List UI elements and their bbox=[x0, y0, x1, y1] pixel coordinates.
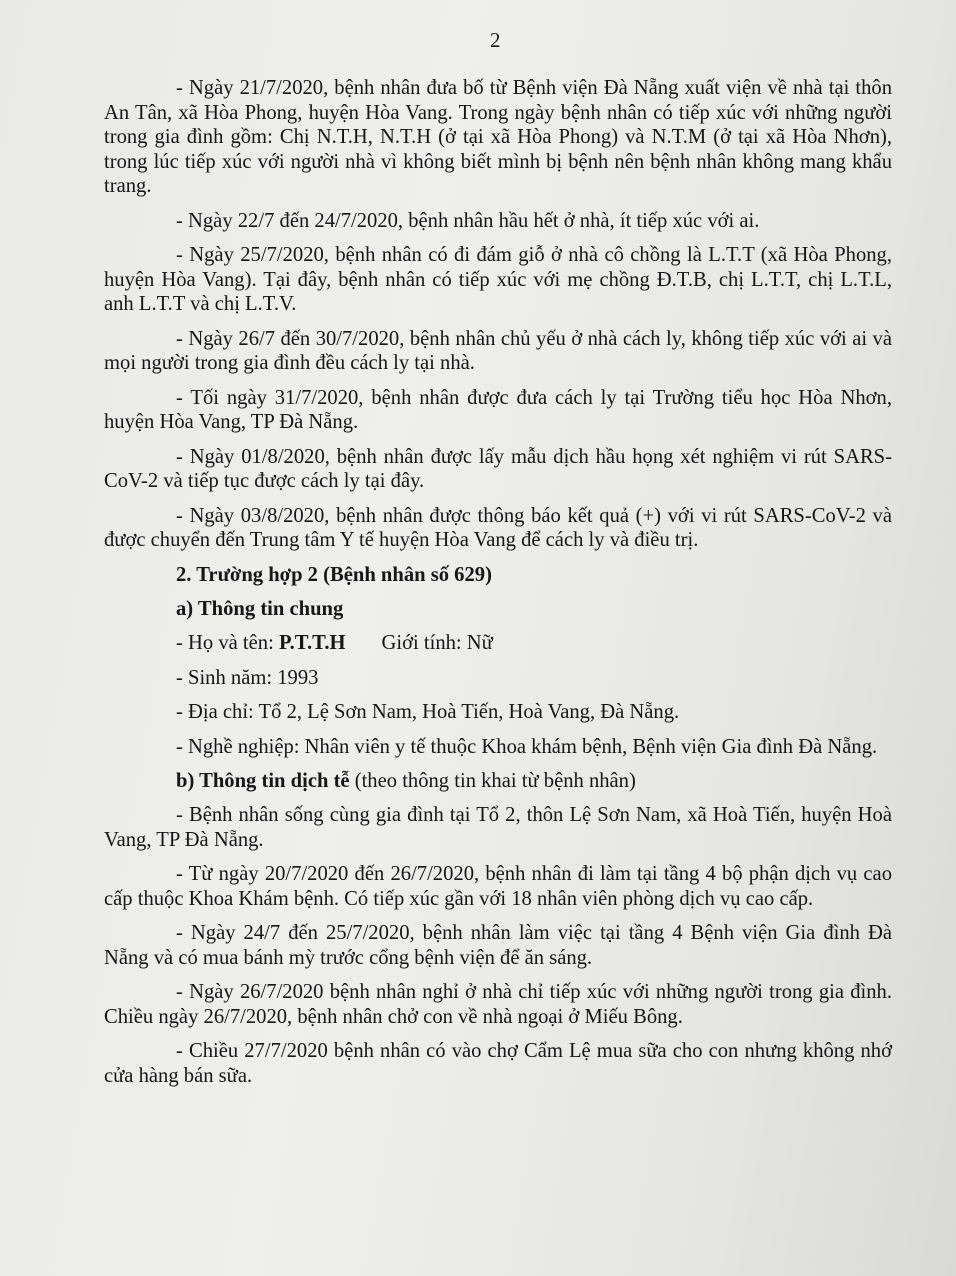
name-line bbox=[104, 631, 892, 656]
section-b-note: (theo thông tin khai từ bệnh nhân) bbox=[349, 770, 636, 793]
paragraph: - Ngày 25/7/2020, bệnh nhân có đi đám giỗ ở nhà cô chồng là L.T.T (xã Hòa Phong, huyện Hòa Vang). Tại đây, bệnh nhân có tiếp xúc với mẹ chồng Đ.T.B, chị L.T.T, chị L.T.L, anh L.T.T và chị L.T.V. bbox=[104, 244, 892, 316]
page-number: 2 bbox=[490, 28, 501, 52]
birth-year-line: - Sinh năm: 1993 bbox=[176, 666, 319, 689]
address-line: - Địa chỉ: Tổ 2, Lệ Sơn Nam, Hoà Tiến, Hoà Vang, Đà Nẵng. bbox=[176, 701, 680, 724]
case-heading: 2. Trường hợp 2 (Bệnh nhân số 629) bbox=[176, 563, 492, 586]
paragraph: - Ngày 01/8/2020, bệnh nhân được lấy mẫu dịch hầu họng xét nghiệm vi rút SARS-CoV-2 và tiếp tục được cách ly tại đây. bbox=[104, 445, 892, 493]
patient-name: P.T.T.H bbox=[278, 632, 346, 655]
section-a-heading: a) Thông tin chung bbox=[176, 598, 344, 621]
document-body bbox=[104, 76, 892, 1098]
paragraph: - Ngày 22/7 đến 24/7/2020, bệnh nhân hầu hết ở nhà, ít tiếp xúc với ai. bbox=[176, 209, 760, 232]
paragraph: - Ngày 26/7 đến 30/7/2020, bệnh nhân chủ yếu ở nhà cách ly, không tiếp xúc với ai và mọi người trong gia đình đều cách ly tại nhà. bbox=[104, 327, 892, 375]
paragraph: - Ngày 24/7 đến 25/7/2020, bệnh nhân làm việc tại tầng 4 Bệnh viện Gia đình Đà Nẵng và có mua bánh mỳ trước cổng bệnh viện để ăn sáng. bbox=[104, 922, 892, 969]
occupation-line: - Nghề nghiệp: Nhân viên y tế thuộc Khoa khám bệnh, Bệnh viện Gia đình Đà Nẵng. bbox=[176, 735, 878, 758]
section-b-heading-line bbox=[104, 769, 892, 794]
paragraph: - Từ ngày 20/7/2020 đến 26/7/2020, bệnh nhân đi làm tại tầng 4 bộ phận dịch vụ cao cấp thuộc Khoa Khám bệnh. Có tiếp xúc gần với 18 nhân viên phòng dịch vụ cao cấp. bbox=[104, 863, 892, 910]
gender-field: Giới tính: Nữ bbox=[381, 632, 493, 655]
paragraph: - Bệnh nhân sống cùng gia đình tại Tổ 2, thôn Lệ Sơn Nam, xã Hoà Tiến, huyện Hoà Vang, TP Đà Nẵng. bbox=[104, 804, 892, 851]
section-b-heading: b) Thông tin dịch tễ bbox=[176, 770, 350, 793]
paragraph: - Ngày 21/7/2020, bệnh nhân đưa bố từ Bệnh viện Đà Nẵng xuất viện về nhà tại thôn An Tân, xã Hòa Phong, huyện Hòa Vang. Trong ngày bệnh nhân có tiếp xúc với những người trong gia đình gồm: Chị N.T.H, N.T.H (ở tại xã Hòa Phong) và N.T.M (ở tại xã Hòa Nhơn), trong lúc tiếp xúc với người nhà vì không biết mình bị bệnh nên bệnh nhân không mang khẩu trang. bbox=[104, 77, 892, 198]
name-label: - Họ và tên: bbox=[176, 632, 279, 655]
paragraph: - Tối ngày 31/7/2020, bệnh nhân được đưa cách ly tại Trường tiểu học Hòa Nhơn, huyện Hòa Vang, TP Đà Nẵng. bbox=[104, 386, 892, 434]
paragraph: - Ngày 26/7/2020 bệnh nhân nghỉ ở nhà chỉ tiếp xúc với những người trong gia đình. Chiều ngày 26/7/2020, bệnh nhân chở con về nhà ngoại ở Miếu Bông. bbox=[104, 981, 892, 1028]
paragraph: - Ngày 03/8/2020, bệnh nhân được thông báo kết quả (+) với vi rút SARS-CoV-2 và được chuyển đến Trung tâm Y tế huyện Hòa Vang để cách ly và điều trị. bbox=[104, 504, 892, 552]
paragraph: - Chiều 27/7/2020 bệnh nhân có vào chợ Cẩm Lệ mua sữa cho con nhưng không nhớ cửa hàng bán sữa. bbox=[104, 1040, 892, 1087]
